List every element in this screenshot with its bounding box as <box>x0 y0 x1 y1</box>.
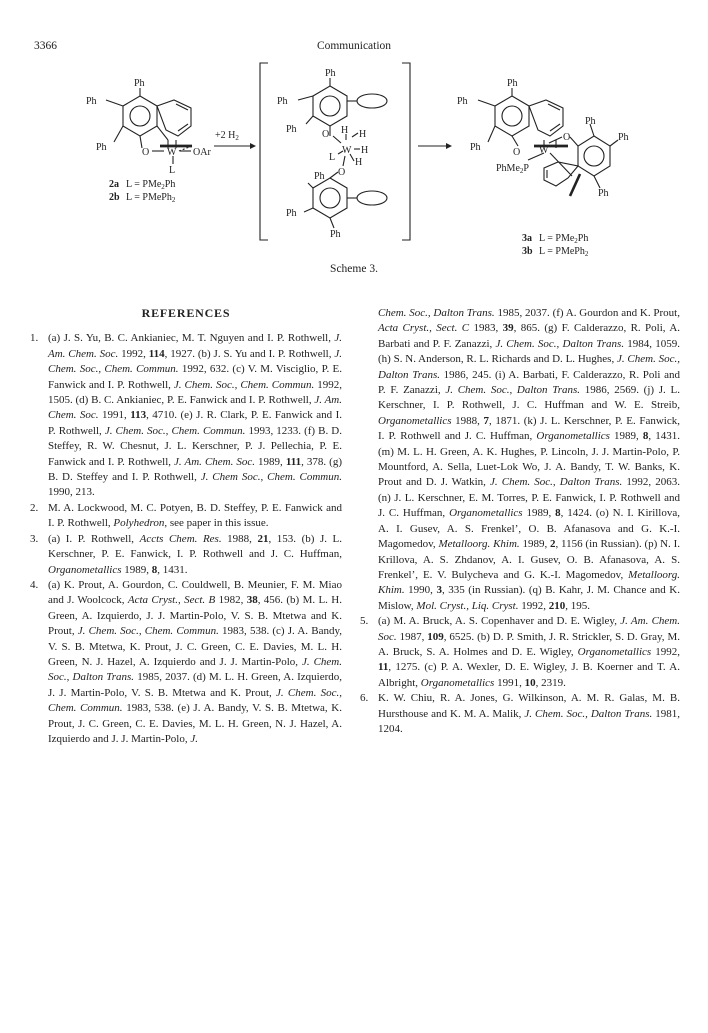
page-number: 3366 <box>34 40 57 52</box>
label-o: O <box>142 147 150 158</box>
scheme-3-diagram <box>0 55 708 270</box>
cyclohexadiene-ring <box>529 100 563 136</box>
benzene-ring <box>578 136 610 176</box>
reference-number: 6. <box>360 692 369 705</box>
reference-number: 4. <box>30 578 39 591</box>
reaction-arrow-1 <box>214 143 256 149</box>
reference-item <box>360 614 680 691</box>
label-ph: Ph <box>134 78 145 89</box>
label-l: L <box>329 152 336 163</box>
label-w: W <box>539 145 549 156</box>
aromatic-circle <box>584 146 604 166</box>
compound-3-structure <box>478 88 618 196</box>
label-ph: Ph <box>325 68 336 79</box>
label-w: W <box>342 145 352 156</box>
reference-number: 2. <box>30 501 39 514</box>
cyclohexadiene-ring <box>157 100 191 136</box>
compound-3b-ligand: L = PMePh$_2$ <box>539 246 589 258</box>
label-o: O <box>322 129 330 140</box>
reference-number: 3. <box>30 532 39 545</box>
bold-bond <box>570 174 580 196</box>
label-ph: Ph <box>330 229 341 240</box>
label-ph: Ph <box>86 96 97 107</box>
label-l: L <box>169 165 176 176</box>
reference-item <box>30 331 342 500</box>
label-h: H <box>355 157 363 168</box>
reference-list <box>30 331 342 747</box>
label-ph: Ph <box>585 116 596 127</box>
label-ph: Ph <box>277 96 288 107</box>
reference-item <box>30 532 342 578</box>
compound-3b-id: 3b <box>522 246 533 257</box>
reagent-label: +2 $H_2$ <box>215 130 239 142</box>
reference-item <box>30 578 342 747</box>
reference-text: M. A. Lockwood, M. C. Potyen, B. D. Steffey, P. E. Fanwick and I. P. Rothwell, Polyhedron, see paper in this issue. <box>48 501 342 530</box>
label-o: O <box>513 147 521 158</box>
label-oar: OAr <box>193 147 211 158</box>
reference-text: Chem. Soc., Dalton Trans. 1985, 2037. (f) A. Gourdon and K. Prout, Acta Cryst., Sect. C 1983, 39, 865. (g) F. Calderazzo, R. Poli, A. Barbati and P. F. Zanazzi, J. Chem. Soc., Dalton Trans. 1984, 1059. (h) S. N. Anderson, R. L. Richards and D. L. Hughes, J. Chem. Soc., Dalton Trans. 1986, 245. (i) A. Barbati, F. Calderazzo, R. Poli and P. F. Zanazzi, J. Chem. Soc., Dalton Trans. 1986, 2569. (j) J. L. Kerschner, I. P. Rothwell, J. C. Huffman and W. E. Streib, Organometallics 1988, 7, 1871. (k) J. L. Kerschner, P. E. Fanwick, I. P. Rothwell and J. C. Huffman, Organometallics 1989, 8, 1431. (m) M. L. H. Green, A. K. Hughes, P. Lincoln, J. J. Martin-Polo, P. Mountford, A. Sella, Luet-Lok Wo, J. A. Bandy, T. W. Banks, K. Prout and D. J. Watkin, J. Chem. Soc., Dalton Trans. 1992, 2063. (n) J. L. Kerschner, E. M. Torres, P. E. Fanwick, I. P. Rothwell and J. C. Huffman, Organometallics 1989, 8, 1424. (o) N. I. Kirillova, A. I. Gusev, A. S. Frenkel’, O. B. Afanasova and G. K.-I. Magomedov, Metalloorg. Khim. 1989, 2, 1156 (in Russian). (p) N. I. Krillova, A. S. Zhdanov, A. I. Gusev, O. B. Afanasova, A. S. Frenkel’, E. V. Bulycheva and G. K.-I. Magomedov, Metalloorg. Khim. 1990, 3, 335 (in Russian). (q) B. Kahr, J. M. Chance and K. Mislow, Mol. Cryst., Liq. Cryst. 1992, 210, 195. <box>378 307 681 612</box>
reference-text: (a) J. S. Yu, B. C. Ankianiec, M. T. Nguyen and I. P. Rothwell, J. Am. Chem. Soc. 1992, 114, 1927. (b) J. S. Yu and I. P. Rothwell, J. Chem. Soc., Chem. Commun. 1992, 632. (c) V. M. Visciglio, P. E. Fanwick and I. P. Rothwell, J. Chem. Soc., Chem. Commun. 1992, 1505. (d) B. C. Ankianiec, P. E. Fanwick and I. P. Rothwell, J. Am. Chem. Soc. 1991, 113, 4710. (e) J. R. Clark, P. E. Fanwick and I. P. Rothwell, J. Chem. Soc., Chem. Commun. 1993, 1233. (f) B. D. Steffey, R. W. Chesnut, J. L. Kerschner, P. J. Pellechia, P. E. Fanwick and I. P. Rothwell, J. Am. Chem. Soc. 1989, 111, 378. (g) B. D. Steffey and I. P. Rothwell, J. Chem Soc., Chem. Commun. 1990, 213. <box>48 332 343 499</box>
benzene-ring <box>123 96 157 136</box>
benzene-ring <box>313 86 347 126</box>
references-heading: REFERENCES <box>141 306 231 320</box>
reference-text: (a) M. A. Bruck, A. S. Copenhaver and D. E. Wigley, J. Am. Chem. Soc. 1987, 109, 6525. (b) D. P. Smith, J. R. Strickler, S. D. Gray, M. A. Bruck, S. A. Holmes and D. E. Wigley, Organometallics 1992, 11, 1275. (c) P. A. Wexler, D. E. Wigley, J. B. Koerner and T. A. Albright, Organometallics 1991, 10, 2319. <box>378 615 680 689</box>
reference-text: (a) I. P. Rothwell, Accts Chem. Res. 1988, 21, 153. (b) J. L. Kerschner, P. E. Fanwick, I. P. Rothwell and J. C. Huffman, Organometallics 1989, 8, 1431. <box>48 532 343 576</box>
benzene-ring <box>495 96 529 136</box>
compound-3a-ligand: L = PMe$_2$Ph <box>539 233 589 245</box>
references-right-column <box>360 306 680 737</box>
benzene-ring <box>313 178 347 218</box>
reference-item <box>30 501 342 532</box>
compound-3-labels <box>457 78 629 258</box>
reference-number: 5. <box>360 615 369 628</box>
reference-list <box>360 306 680 737</box>
reference-number: 1. <box>30 332 39 345</box>
label-ph: Ph <box>507 78 518 89</box>
compound-2b-ligand: L = PMePh$_2$ <box>126 192 176 204</box>
compound-2a-id: 2a <box>109 179 119 190</box>
scheme-caption: Scheme 3. <box>330 263 378 275</box>
references-left-column <box>30 306 342 747</box>
reaction-arrow-2 <box>418 143 452 149</box>
reference-text: (a) K. Prout, A. Gourdon, C. Couldwell, B. Meunier, F. M. Miao and J. Woolcock, Acta Cryst., Sect. B 1982, 38, 456. (b) M. L. H. Green, A. Izquierdo, J. J. Martin-Polo, V. S. B. Mtetwa and K. Prout, J. Chem. Soc., Chem. Commun. 1983, 538. (c) J. A. Bandy, V. S. B. Mtetwa, K. Prout, J. C. Green, C. E. Davies, M. L. H. Green, N. J. Hazel, A. Izquierdo and J. J. Martin-Polo, J. Chem. Soc., Dalton Trans. 1985, 2037. (d) M. L. H. Green, A. Izquierdo, J. J. Martin-Polo, V. S. B. Mtetwa and K. Prout, J. Chem. Soc., Chem. Commun. 1983, 538. (e) J. A. Bandy, V. S. B. Mtetwa, K. Prout, J. C. Green, C. E. Davies, M. L. H. Green, N. J. Hazel, A. Izquierdo and J. J. Martin-Polo, J. <box>48 578 342 745</box>
label-ph: Ph <box>96 142 107 153</box>
cyclohexenyl-ring <box>544 162 578 186</box>
aromatic-circle <box>320 96 340 116</box>
label-phme2p: PhMe$_2$P <box>496 163 529 175</box>
label-ph: Ph <box>618 132 629 143</box>
reference-continuation <box>360 306 680 614</box>
label-ph: Ph <box>314 171 325 182</box>
reference-item <box>360 691 680 737</box>
label-o: O <box>563 132 571 143</box>
label-ph: Ph <box>286 208 297 219</box>
compound-3a-id: 3a <box>522 233 532 244</box>
phenyl-ring <box>357 94 387 108</box>
compound-2-labels <box>86 78 211 204</box>
aromatic-circle <box>320 188 340 208</box>
label-ph: Ph <box>457 96 468 107</box>
compound-2a-ligand: L = PMe$_2$Ph <box>126 179 176 191</box>
running-title: Communication <box>316 40 392 52</box>
aromatic-circle <box>502 106 522 126</box>
label-h: H <box>341 125 349 136</box>
label-h: H <box>361 145 369 156</box>
label-ph: Ph <box>470 142 481 153</box>
compound-2b-id: 2b <box>109 192 120 203</box>
label-h: H <box>359 129 367 140</box>
label-o: O <box>338 167 346 178</box>
label-ph: Ph <box>598 188 609 199</box>
label-w: W <box>167 147 177 158</box>
phenyl-ring <box>357 191 387 205</box>
aromatic-circle <box>130 106 150 126</box>
reference-text: K. W. Chiu, R. A. Jones, G. Wilkinson, A. M. R. Galas, M. B. Hursthouse and K. M. A. Malik, J. Chem. Soc., Dalton Trans. 1981, 1204. <box>378 692 681 735</box>
label-ph: Ph <box>286 124 297 135</box>
